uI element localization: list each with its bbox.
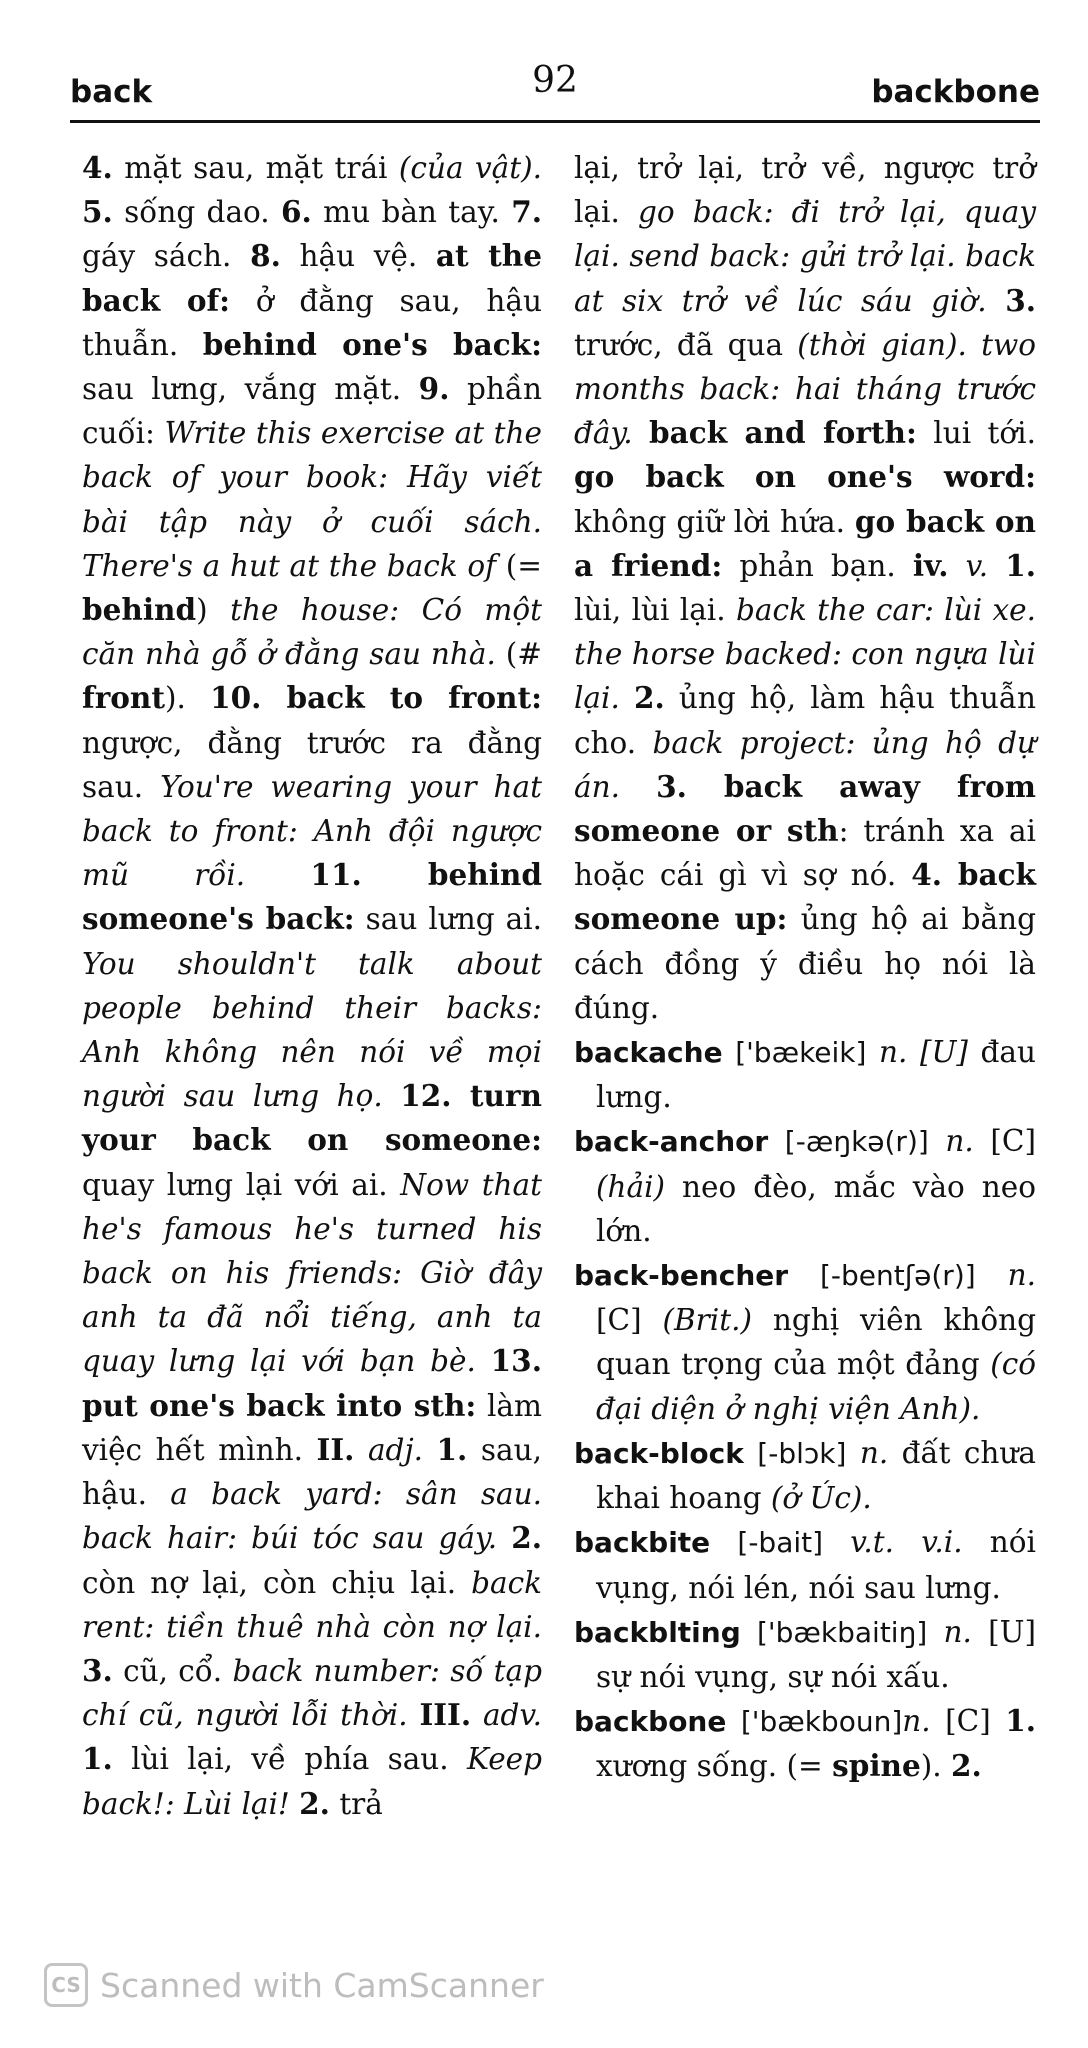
text-run: neo đèo, mắc vào neo lớn. <box>596 1169 1036 1248</box>
entry-continuation <box>574 146 1036 1030</box>
italic-run: n. <box>945 1124 974 1159</box>
watermark-text: Scanned with CamScanner <box>100 1965 544 2005</box>
text-run <box>927 1615 943 1649</box>
text-run: phần cuối: <box>82 372 543 451</box>
header-rule <box>70 120 1040 123</box>
text-run: quay lưng lại với ai. <box>82 1167 401 1202</box>
bold-run: 4. <box>82 150 113 185</box>
bold-run: at the back of: <box>82 238 542 318</box>
bold-run: 9. <box>418 371 450 407</box>
bold-run: 10. back to front: <box>210 680 543 716</box>
text-run <box>423 1433 437 1467</box>
text-run: ). <box>920 1749 952 1784</box>
pronunciation: [-æŋkə(r)] <box>784 1125 929 1159</box>
bold-run: go back on a friend: <box>574 503 1036 583</box>
italic-run: n. <box>943 1614 972 1649</box>
text-run: ngược, đằng trước ra đằng sau. <box>82 725 542 804</box>
text-run: ) <box>196 593 231 628</box>
italic-run: (thời gian). two months back: hai tháng trước đây. <box>574 327 1036 451</box>
text-run <box>383 1079 401 1113</box>
text-run: [C] <box>973 1124 1036 1159</box>
italic-run: Write this exercise at the back of your book: Hãy viết bài tập này ở cuối sách. There's a hut at the back of <box>82 416 542 583</box>
text-run: sống dao. <box>112 195 281 230</box>
headword: backbone <box>574 1705 727 1739</box>
text-run <box>726 1704 740 1738</box>
text-run: lại, trở lại, trở về, ngược trở lại. <box>574 151 1036 230</box>
dictionary-entry <box>574 1431 1036 1520</box>
pronunciation: ['bækeik] <box>735 1036 867 1070</box>
headword: back-anchor <box>574 1125 769 1159</box>
bold-run: 2. <box>511 1520 542 1556</box>
italic-run: (của vật). <box>398 151 542 185</box>
bold-run: 1. <box>82 1741 113 1777</box>
right-running-headword: backbone <box>871 74 1040 110</box>
italic-run: (có đại diện ở nghị viện Anh). <box>596 1347 1036 1426</box>
pronunciation: [-blɔk] <box>757 1436 847 1470</box>
bold-run: 8. <box>250 238 281 274</box>
text-run <box>497 1521 511 1555</box>
bold-run: front <box>82 680 165 716</box>
italic-run: back rent: tiền thuê nhà còn nợ lại. <box>82 1565 542 1644</box>
bold-run: 3. <box>1005 282 1036 318</box>
bold-run: 3. back away from someone or sth <box>574 768 1036 849</box>
headword: backbite <box>574 1526 711 1560</box>
italic-run: n. <box>902 1704 931 1739</box>
text-run <box>476 1344 491 1378</box>
text-run: [C] <box>596 1303 663 1338</box>
bold-run: 4. back someone up: <box>574 857 1036 937</box>
bold-run: go back on one's word: <box>574 459 1036 495</box>
italic-run: n. <box>859 1435 889 1470</box>
bold-run: 6. <box>281 194 312 230</box>
text-run: làm việc hết mình. <box>82 1388 542 1467</box>
dictionary-entry <box>574 1253 1036 1431</box>
bold-run: iv. <box>912 547 949 583</box>
italic-run: adv. <box>482 1698 542 1733</box>
italic-run: n. [U] <box>879 1035 968 1070</box>
text-run <box>620 770 656 804</box>
text-run <box>290 1787 299 1821</box>
text-run: [C] <box>930 1704 1006 1739</box>
bold-run: 13. put one's back into sth: <box>82 1343 542 1423</box>
text-run: mặt sau, mặt trái <box>112 151 399 185</box>
bold-run: 11. behind someone's back: <box>82 857 542 937</box>
pronunciation: [-bait] <box>737 1526 824 1560</box>
text-run <box>948 549 965 583</box>
text-run <box>976 1258 1008 1292</box>
left-column-text <box>82 146 542 1826</box>
dictionary-entry <box>574 1030 1036 1119</box>
text-run: cũ, cổ. <box>112 1653 233 1688</box>
text-run: sau lưng ai. <box>354 902 542 937</box>
italic-run: (Brit.) <box>662 1303 752 1338</box>
bold-run: 1. <box>1005 547 1036 583</box>
text-run <box>354 1433 368 1467</box>
text-run <box>846 1436 859 1470</box>
italic-run: Keep back!: Lùi lại! <box>82 1742 542 1821</box>
headword: backache <box>574 1036 723 1070</box>
text-run: sau lưng, vắng mặt. <box>82 372 419 407</box>
page-header <box>70 60 1040 122</box>
text-run: phản bạn. <box>722 548 913 583</box>
text-run <box>620 681 634 715</box>
bold-run: 2. <box>633 680 665 716</box>
text-run: mu bàn tay. <box>311 195 512 230</box>
text-run: ở đằng sau, hậu thuẫn. <box>82 283 542 362</box>
text-run: : tránh xa ai hoặc cái gì vì sợ nó. <box>574 814 1036 893</box>
text-run <box>723 1035 736 1069</box>
text-run: lùi, lùi lại. <box>574 593 736 628</box>
text-run: lui tới. <box>916 416 1036 451</box>
text-run <box>408 1698 420 1732</box>
italic-run: n. <box>1007 1258 1036 1293</box>
text-run: ). <box>164 681 211 716</box>
dictionary-entry <box>574 1119 1036 1253</box>
text-run: trước, đã qua <box>574 327 798 362</box>
text-run <box>823 1525 850 1559</box>
text-run: gáy sách. <box>82 239 251 274</box>
italic-run: v.t. v.i. <box>850 1525 963 1560</box>
text-run: ủng hộ ai bằng cách đồng ý điều họ nói là đúng. <box>574 902 1037 1025</box>
text-run <box>245 858 310 892</box>
text-run: nghị viên không quan trọng của một đảng <box>596 1303 1037 1382</box>
text-run <box>987 284 1006 318</box>
text-run: đau lưng. <box>596 1035 1036 1115</box>
scanner-watermark <box>44 1962 544 2008</box>
headword: back-bencher <box>574 1259 789 1293</box>
italic-run: back number: số tạp chí cũ, người lỗi thời. <box>82 1653 542 1733</box>
italic-run: v. <box>965 548 989 583</box>
italic-run: (hải) <box>596 1169 666 1204</box>
italic-run: You're wearing your hat back to front: Anh đội ngược mũ rồi. <box>82 769 542 893</box>
italic-run: back the car: lùi xe. the horse backed: con ngựa lùi lại. <box>574 593 1036 716</box>
dictionary-entry <box>574 1520 1036 1609</box>
bold-run: 2. <box>299 1785 330 1821</box>
bold-run: 3. <box>82 1652 113 1688</box>
bold-run: 5. <box>82 194 113 230</box>
text-run <box>471 1698 483 1732</box>
italic-run: back project: ủng hộ dự án. <box>574 725 1036 804</box>
text-run: hậu vệ. <box>280 239 436 274</box>
text-run <box>788 1258 820 1292</box>
headword: back-block <box>574 1436 744 1470</box>
bold-run: behind <box>82 592 197 628</box>
text-run: xương sống. (= <box>596 1749 833 1784</box>
text-run: đất chưa khai hoang <box>596 1435 1036 1516</box>
dictionary-entry <box>574 1610 1036 1699</box>
text-run <box>768 1124 785 1158</box>
pronunciation: [-bentʃə(r)] <box>820 1259 976 1293</box>
headword: backblting <box>574 1615 741 1649</box>
text-run: nói vụng, nói lén, nói sau lưng. <box>596 1525 1036 1605</box>
bold-run: II. <box>316 1431 355 1467</box>
text-run <box>633 416 649 450</box>
italic-run: adj. <box>367 1432 423 1467</box>
text-run <box>866 1035 879 1069</box>
pronunciation: ['bækbaitiŋ] <box>757 1615 928 1649</box>
text-run: (= <box>496 548 542 583</box>
italic-run: go back: đi trở lại, quay lại. send back: gửi trở lại. back at six trở về lúc sáu giờ. <box>574 195 1036 318</box>
text-run: còn nợ lại, còn chịu lại. <box>82 1565 472 1600</box>
bold-run: spine <box>832 1748 921 1784</box>
text-run <box>710 1525 737 1559</box>
text-run: lùi lại, về phía sau. <box>112 1742 467 1777</box>
italic-run: the house: Có một căn nhà gỗ ở đằng sau nhà. <box>82 593 542 672</box>
text-run <box>929 1124 946 1158</box>
text-run: [U] sự nói vụng, sự nói xấu. <box>596 1614 1036 1694</box>
italic-run: You shouldn't talk about people behind their backs: Anh không nên nói về mọi người sau lưng họ. <box>82 946 542 1114</box>
bold-run: III. <box>419 1697 472 1733</box>
text-run <box>741 1615 757 1649</box>
text-run: (# <box>495 637 542 672</box>
text-run: sau, hậu. <box>82 1432 542 1512</box>
left-running-headword: back <box>70 74 153 110</box>
bold-run: 2. <box>951 1748 982 1784</box>
dictionary-entry <box>574 1699 1036 1788</box>
text-run <box>744 1436 757 1470</box>
bold-run: 12. turn your back on someone: <box>82 1078 542 1158</box>
left-column <box>82 146 542 1826</box>
right-column <box>574 146 1036 1789</box>
text-run: trả <box>329 1786 383 1821</box>
pronunciation: ['bækboun] <box>740 1705 903 1739</box>
italic-run: a back yard: sân sau. back hair: búi tóc sau gáy. <box>82 1477 542 1556</box>
bold-run: 1. <box>436 1431 468 1467</box>
bold-run: 7. <box>511 194 542 230</box>
page-number: 92 <box>532 60 578 101</box>
bold-run: behind one's back: <box>202 326 543 362</box>
bold-run: 1. <box>1005 1703 1036 1739</box>
italic-run: Now that he's famous he's turned his back on his friends: Giờ đây anh ta đã nổi tiếng, anh ta quay lưng lại với bạn bè. <box>82 1167 543 1379</box>
text-run <box>988 549 1005 583</box>
italic-run: (ở Úc). <box>770 1481 872 1516</box>
camscanner-logo-icon: CS <box>44 1963 88 2007</box>
bold-run: back and forth: <box>649 415 917 451</box>
text-run: không giữ lời hứa. <box>574 504 855 539</box>
text-run: ủng hộ, làm hậu thuẫn cho. <box>574 681 1036 760</box>
